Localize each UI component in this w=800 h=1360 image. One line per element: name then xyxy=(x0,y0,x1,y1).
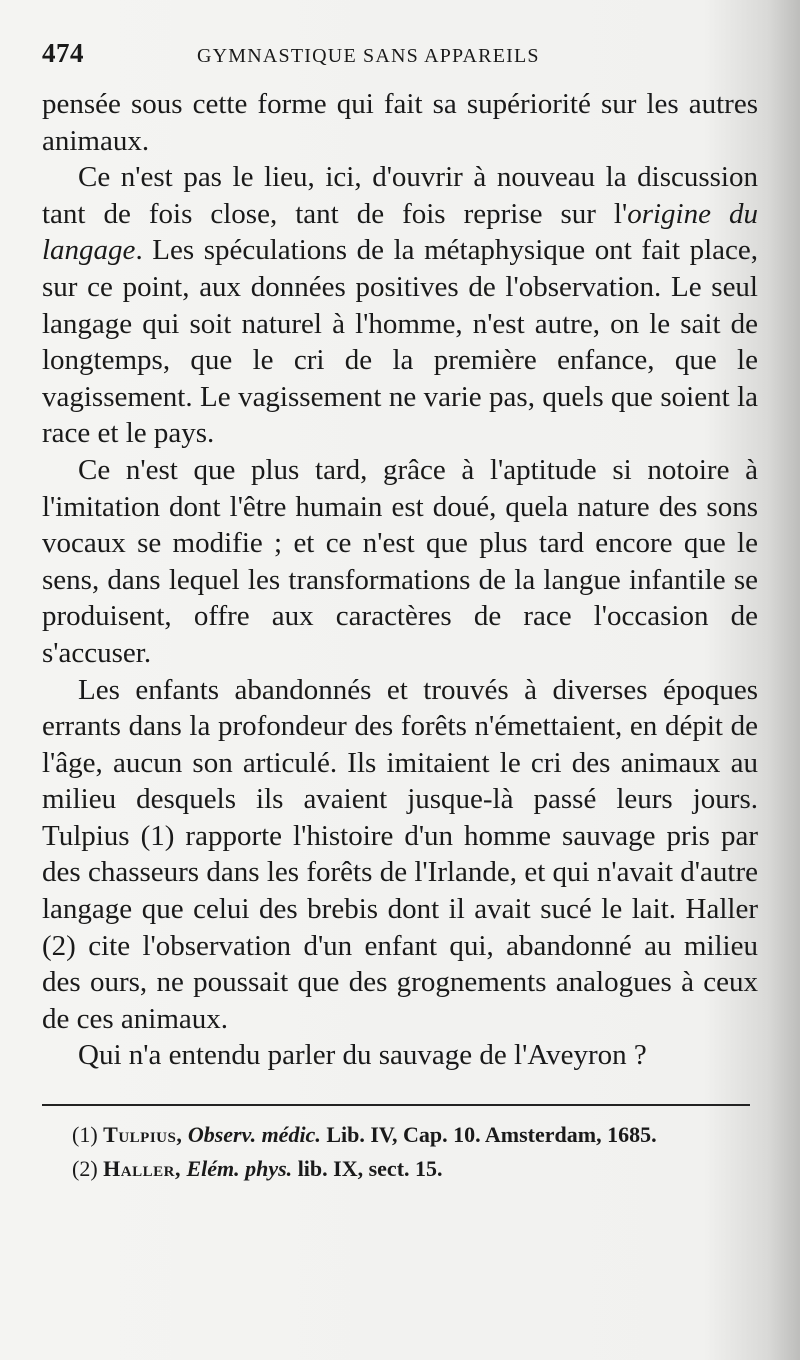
footnote-2-number: (2) xyxy=(72,1156,98,1182)
paragraph-4: Les enfants abandonnés et trouvés à diverses époques errants dans la profondeur des forêts n'émettaient, en dépit de l'âge, aucun son articulé. Ils imitaient le cri des animaux au milieu desquels ils avaient jusque-là passé leurs jours. Tulpius (1) rapporte l'histoire d'un homme sauvage pris par des chasseurs dans les forêts de l'Irlande, et qui n'avait d'autre langage que celui des brebis dont il avait sucé le lait. Haller (2) cite l'observation d'un enfant qui, abandonné au milieu des ours, ne poussait que des grognements analogues à ceux de ces animaux. xyxy=(42,673,758,1035)
paragraph-5: Qui n'a entendu parler du sauvage de l'Aveyron ? xyxy=(78,1039,647,1072)
body-text xyxy=(42,86,758,1074)
footnote-2 xyxy=(42,1154,758,1184)
paragraph-2 xyxy=(42,159,758,452)
paragraph-3: Ce n'est que plus tard, grâce à l'aptitude si notoire à l'imitation dont l'être humain est doué, quela nature des sons vocaux se modifie ; et ce n'est que plus tard encore que le sens, dans lequel les transformations de la langue infantile se produisent, offre aux caractères de race l'occasion de s'accuser. xyxy=(42,453,758,669)
footnote-1-author: Tulpius, xyxy=(103,1122,183,1148)
paragraph-2-text-b: . Les spéculations de la métaphysique ont fait place, sur ce point, aux données positives de l'observation. Le seul langage qui soit naturel à l'homme, n'est autre, on le sait de longtemps, que le cri de la première enfance, que le vagissement. Le vagissement ne varie pas, quels que soient la race et le pays. xyxy=(42,234,758,450)
paragraph-2-italic: origine du langage xyxy=(42,197,758,267)
footnote-1-work: Observ. médic. xyxy=(187,1122,321,1148)
footnote-1-rest: Lib. IV, Cap. 10. Amsterdam, 1685. xyxy=(320,1122,657,1148)
page-number: 474 xyxy=(42,38,84,68)
footnotes xyxy=(42,1120,758,1184)
footnote-2-rest: lib. IX, sect. 15. xyxy=(292,1156,443,1182)
footnote-1-number: (1) xyxy=(72,1122,98,1148)
footnote-1 xyxy=(42,1120,758,1150)
running-title: GYMNASTIQUE SANS APPAREILS xyxy=(197,45,540,67)
footnote-rule xyxy=(42,1104,750,1106)
footnote-2-author: Haller, xyxy=(103,1156,181,1182)
page-header xyxy=(42,38,758,84)
footnote-2-work: Elém. phys. xyxy=(186,1156,293,1182)
paragraph-1: pensée sous cette forme qui fait sa supériorité sur les autres animaux. xyxy=(42,88,758,157)
paragraph-2-text-a: Ce n'est pas le lieu, ici, d'ouvrir à nouveau la discussion tant de fois close, tant de fois reprise sur l' xyxy=(42,161,758,230)
